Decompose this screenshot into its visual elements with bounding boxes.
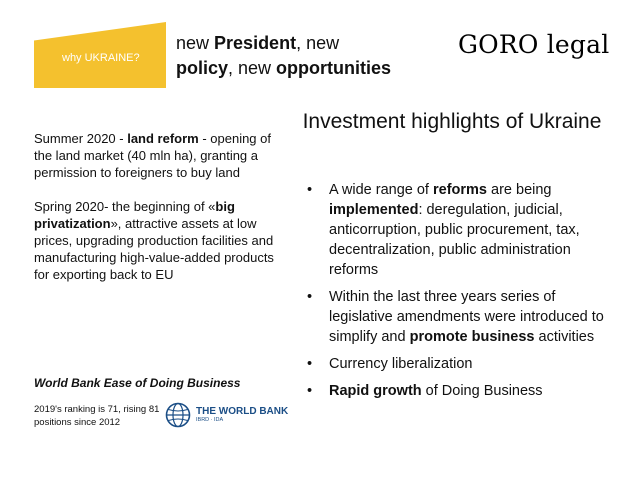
- item-bold: promote business: [409, 329, 535, 345]
- bullet-icon: •: [307, 289, 313, 305]
- paragraph-text: », attractive assets at low prices, upgrading production facilities and manufacturing high-value-added products for exporting back to EU: [34, 216, 274, 282]
- paragraph-text: Summer 2020 -: [34, 131, 128, 146]
- paragraph-text: - opening of the land market (40 mln ha), granting a permission to foreigners to buy land: [34, 131, 271, 180]
- goro-legal-logo: GORO legal: [458, 30, 610, 59]
- globe-icon: [165, 402, 191, 428]
- item-text: A wide range of: [329, 182, 433, 198]
- world-bank-ranking: 2019's ranking is 71, rising 81 positions since 2012: [34, 404, 160, 428]
- paragraph-text: Spring 2020- the beginning of «: [34, 199, 216, 214]
- left-column: [34, 130, 286, 283]
- headline-bold: President: [214, 33, 297, 53]
- item-text: activities: [534, 329, 595, 345]
- headline-text: , new: [228, 58, 277, 78]
- land-reform-paragraph: [34, 130, 286, 181]
- item-bold: reforms: [433, 182, 487, 198]
- headline-text: new: [176, 33, 215, 53]
- item-text: Currency liberalization: [329, 356, 473, 372]
- list-item: [307, 381, 612, 401]
- item-text: are being: [487, 182, 552, 198]
- bullet-icon: •: [307, 182, 313, 198]
- headline-text: , new: [296, 33, 340, 53]
- bullet-icon: •: [307, 383, 313, 399]
- paragraph-bold: big privatization: [34, 199, 235, 231]
- list-item: [307, 354, 612, 374]
- item-text: Within the last three years series of legislative amendments were introduced to simplify and: [329, 289, 604, 345]
- investment-highlights-title: Investment highlights of Ukraine: [302, 110, 602, 133]
- world-bank-logo: [165, 400, 288, 430]
- list-item: [307, 180, 612, 280]
- world-bank-title: World Bank Ease of Doing Business: [34, 376, 241, 390]
- headline-bold: policy: [176, 58, 229, 78]
- headline-line-1: [176, 31, 391, 56]
- item-text: of Doing Business: [421, 383, 543, 399]
- list-item: [307, 287, 612, 347]
- item-text: : deregulation, judicial, anticorruption, public procurement, tax, decentralization, public administration reforms: [329, 202, 580, 278]
- world-bank-sub: IBRD · IDA: [196, 417, 224, 423]
- world-bank-name: THE WORLD BANK: [196, 406, 289, 417]
- headline-line-2: [176, 56, 391, 81]
- headline-bold: opportunities: [276, 58, 392, 78]
- highlights-list: [307, 180, 612, 408]
- paragraph-bold: land reform: [127, 131, 199, 146]
- headline: [176, 31, 391, 81]
- item-bold: implemented: [329, 202, 419, 218]
- item-bold: Rapid growth: [329, 383, 422, 399]
- bullet-icon: •: [307, 356, 313, 372]
- world-bank-logo-text: [196, 406, 288, 424]
- tag-label: why UKRAINE?: [62, 52, 140, 64]
- privatization-paragraph: [34, 198, 286, 283]
